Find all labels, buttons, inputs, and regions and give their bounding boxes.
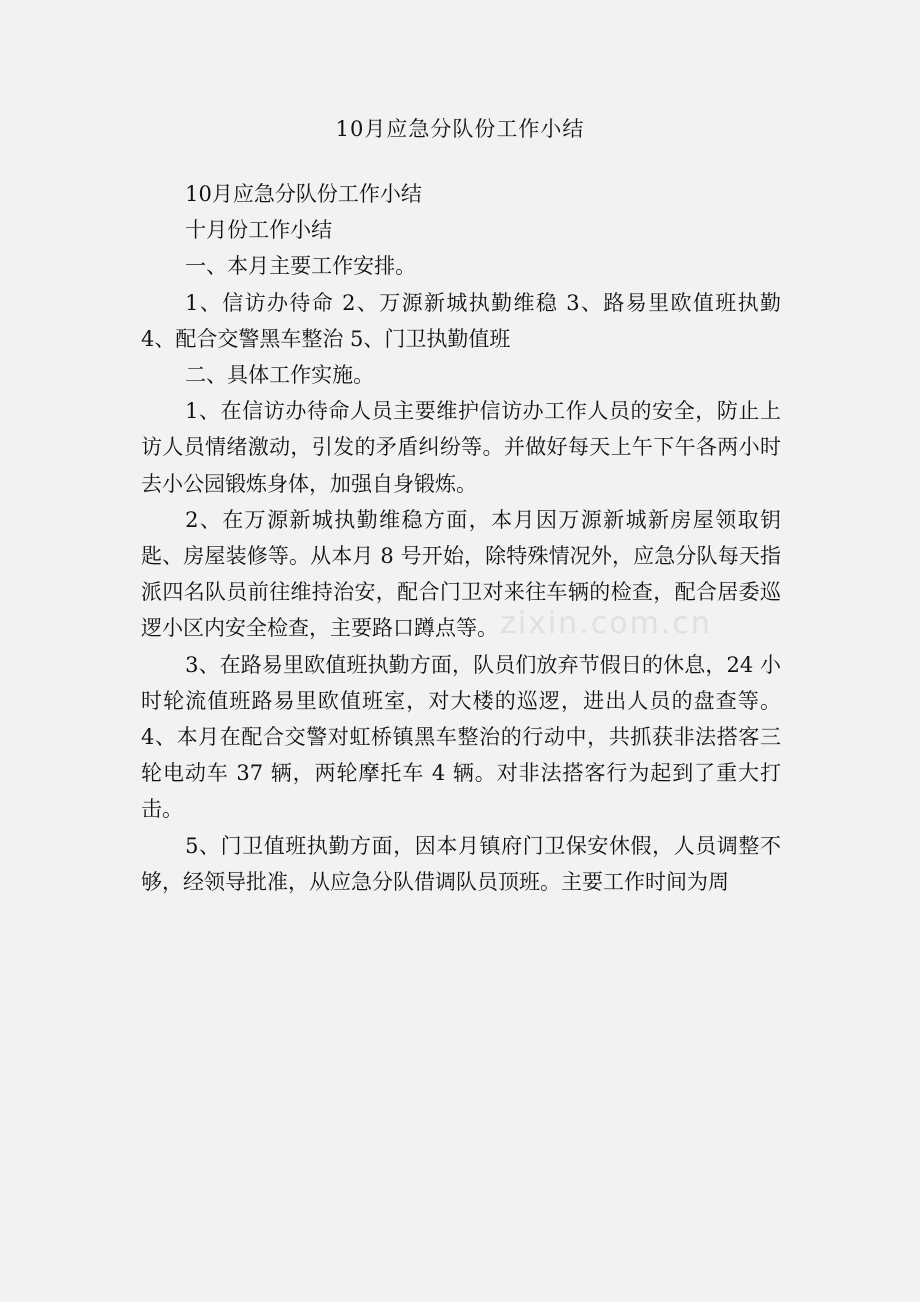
document-body <box>141 176 781 900</box>
paragraph-item-5: 5、门卫值班执勤方面，因本月镇府门卫保安休假，人员调整不够，经领导批准，从应急分队借调队员顶班。主要工作时间为周 <box>141 833 781 894</box>
paragraph-subtitle: 10月应急分队份工作小结 <box>185 182 422 206</box>
paragraph-task-list: 1、信访办待命 2、万源新城执勤维稳 3、路易里欧值班执勤 4、配合交警黑车整治 5、门卫执勤值班 <box>141 290 781 351</box>
paragraph-item-3-4: 3、在路易里欧值班执勤方面，队员们放弃节假日的休息，24 小时轮流值班路易里欧值班室，对大楼的巡逻，进出人员的盘查等。4、本月在配合交警对虹桥镇黑车整治的行动中，共抓获非法搭客三轮电动车 37 辆，两轮摩托车 4 辆。对非法搭客行为起到了重大打击。 <box>141 652 781 822</box>
section-heading-1: 一、本月主要工作安排。 <box>185 254 417 279</box>
watermark: zixin.com.cn <box>500 606 712 641</box>
paragraph-item-1: 1、在信访办待命人员主要维护信访办工作人员的安全，防止上访人员情绪激动，引发的矛盾纠纷等。并做好每天上午下午各两小时去小公园锻炼身体，加强自身锻炼。 <box>141 399 781 496</box>
document-title: 10月应急分队份工作小结 <box>335 117 585 141</box>
paragraph-heading: 十月份工作小结 <box>185 218 333 243</box>
paragraph-item-2: 2、在万源新城执勤维稳方面，本月因万源新城新房屋领取钥匙、房屋装修等。从本月 8 号开始，除特殊情况外，应急分队每天指派四名队员前往维持治安，配合门卫对来往车辆的检查，配合居委巡逻小区内安全检查，主要路口蹲点等。 <box>141 507 781 641</box>
section-heading-2: 二、具体工作实施。 <box>185 363 375 388</box>
